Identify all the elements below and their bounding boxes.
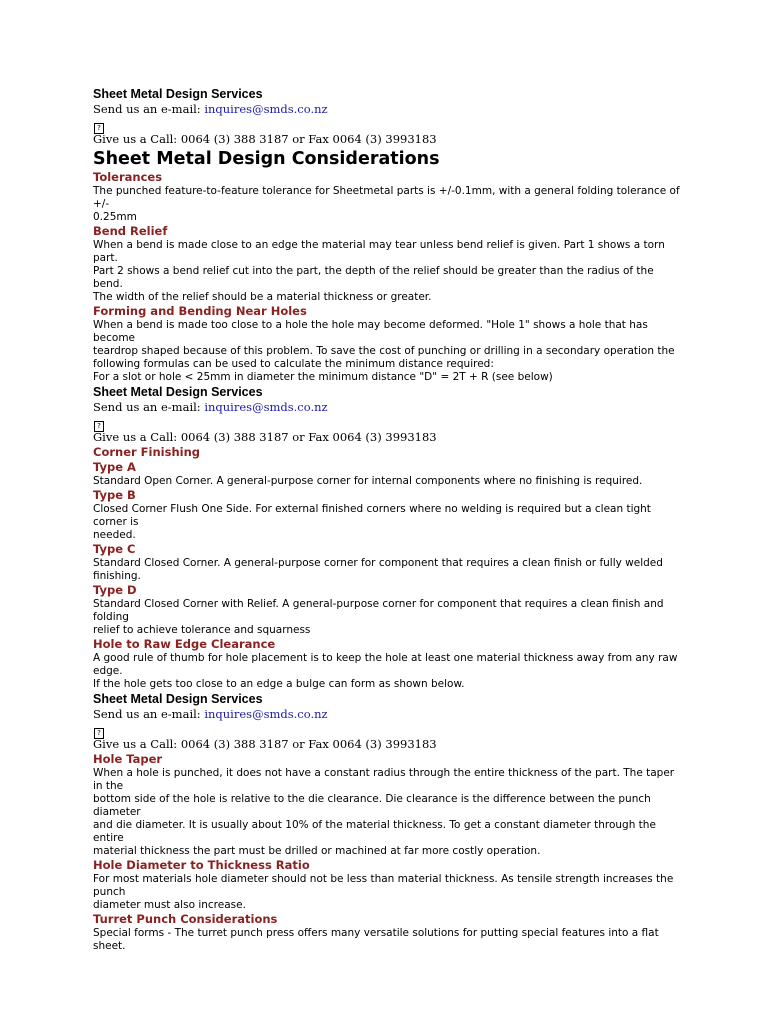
body-line: following formulas can be used to calculate the minimum distance required:: [93, 358, 494, 370]
body-line: diameter must also increase.: [93, 899, 246, 911]
section-body: [93, 557, 683, 583]
email-line: [93, 707, 683, 722]
body-line: material thickness the part must be drilled or machined at far more costly operation.: [93, 845, 541, 857]
email-link[interactable]: inquires@smds.co.nz: [204, 707, 328, 721]
body-line: Standard Closed Corner. A general-purpose corner for component that requires a clean finish or fully welded: [93, 557, 663, 569]
broken-image-row: [93, 722, 683, 737]
section-body: [93, 185, 683, 224]
section-body: [93, 503, 683, 542]
section-heading: Bend Relief: [93, 224, 168, 238]
body-line: sheet.: [93, 940, 126, 952]
broken-image-icon: ?: [94, 421, 104, 432]
section-body: [93, 598, 683, 637]
broken-image-row: [93, 117, 683, 132]
company-name: Sheet Metal Design Services: [93, 692, 263, 706]
section-body: [93, 475, 683, 488]
email-prefix: Send us an e-mail:: [93, 102, 205, 116]
email-link[interactable]: inquires@smds.co.nz: [204, 400, 328, 414]
phone-line: Give us a Call: 0064 (3) 388 3187 or Fax 0064 (3) 3993183: [93, 737, 437, 751]
body-line: Standard Open Corner. A general-purpose corner for internal components where no finishing is required.: [93, 475, 643, 487]
body-line: Standard Closed Corner with Relief. A general-purpose corner for component that requires a clean finish and folding: [93, 598, 664, 623]
contact-block-2: [93, 384, 683, 445]
body-line: Special forms - The turret punch press offers many versatile solutions for putting special features into a flat: [93, 927, 659, 939]
section-heading: Hole Diameter to Thickness Ratio: [93, 858, 310, 872]
section-body: [93, 652, 683, 691]
section-raw-edge: [93, 637, 683, 691]
section-heading: Type B: [93, 488, 136, 502]
section-body: [93, 239, 683, 304]
section-body: [93, 319, 683, 384]
phone-line: Give us a Call: 0064 (3) 388 3187 or Fax 0064 (3) 3993183: [93, 132, 437, 146]
document-page: [93, 86, 683, 953]
section-heading: Hole Taper: [93, 752, 163, 766]
contact-block-3: [93, 691, 683, 752]
section-type-d: [93, 583, 683, 637]
section-hole-taper: [93, 752, 683, 858]
body-line: bottom side of the hole is relative to the die clearance. Die clearance is the difference between the punch diameter: [93, 793, 651, 818]
body-line: and die diameter. It is usually about 10% of the material thickness. To get a constant diameter through the entire: [93, 819, 656, 844]
body-line: Part 2 shows a bend relief cut into the part, the depth of the relief should be greater than the radius of the bend.: [93, 265, 654, 290]
body-line: needed.: [93, 529, 136, 541]
section-turret-punch: [93, 912, 683, 953]
phone-line: Give us a Call: 0064 (3) 388 3187 or Fax 0064 (3) 3993183: [93, 430, 437, 444]
email-prefix: Send us an e-mail:: [93, 707, 205, 721]
section-type-c: [93, 542, 683, 583]
body-line: If the hole gets too close to an edge a bulge can form as shown below.: [93, 678, 465, 690]
broken-image-icon: ?: [94, 728, 104, 739]
body-line: When a hole is punched, it does not have a constant radius through the entire thickness of the part. The taper in the: [93, 767, 675, 792]
section-type-b: [93, 488, 683, 542]
body-line: For a slot or hole < 25mm in diameter the minimum distance "D" = 2T + R (see below): [93, 371, 553, 383]
email-line: [93, 400, 683, 415]
section-body: [93, 873, 683, 912]
body-line: Closed Corner Flush One Side. For external finished corners where no welding is required but a clean tight corner is: [93, 503, 651, 528]
body-line: finishing.: [93, 570, 141, 582]
section-heading: Type D: [93, 583, 137, 597]
section-heading: Type C: [93, 542, 136, 556]
section-diameter-ratio: [93, 858, 683, 912]
contact-block-1: [93, 86, 683, 147]
email-line: [93, 102, 683, 117]
section-tolerances: [93, 170, 683, 224]
body-line: The punched feature-to-feature tolerance for Sheetmetal parts is +/-0.1mm, with a general folding tolerance of +/-: [93, 185, 680, 210]
section-corner-finishing: [93, 445, 683, 460]
body-line: When a bend is made too close to a hole the hole may become deformed. "Hole 1" shows a hole that has become: [93, 319, 648, 344]
section-heading: Tolerances: [93, 170, 163, 184]
section-heading: Forming and Bending Near Holes: [93, 304, 307, 318]
company-name: Sheet Metal Design Services: [93, 385, 263, 399]
body-line: For most materials hole diameter should not be less than material thickness. As tensile strength increases the punch: [93, 873, 674, 898]
body-line: A good rule of thumb for hole placement is to keep the hole at least one material thickness away from any raw edge.: [93, 652, 678, 677]
broken-image-icon: ?: [94, 123, 104, 134]
body-line: When a bend is made close to an edge the material may tear unless bend relief is given. Part 1 shows a torn part.: [93, 239, 665, 264]
body-line: The width of the relief should be a material thickness or greater.: [93, 291, 432, 303]
email-prefix: Send us an e-mail:: [93, 400, 205, 414]
body-line: 0.25mm: [93, 211, 137, 223]
broken-image-row: [93, 415, 683, 430]
section-heading: Turret Punch Considerations: [93, 912, 278, 926]
section-body: [93, 927, 683, 953]
company-name: Sheet Metal Design Services: [93, 87, 263, 101]
section-heading: Type A: [93, 460, 136, 474]
section-bend-relief: [93, 224, 683, 304]
section-heading: Corner Finishing: [93, 445, 200, 459]
body-line: relief to achieve tolerance and squarness: [93, 624, 311, 636]
email-link[interactable]: inquires@smds.co.nz: [204, 102, 328, 116]
section-type-a: [93, 460, 683, 488]
section-heading: Hole to Raw Edge Clearance: [93, 637, 276, 651]
body-line: teardrop shaped because of this problem. To save the cost of punching or drilling in a secondary operation the: [93, 345, 675, 357]
page-title: Sheet Metal Design Considerations: [93, 149, 440, 169]
section-forming-near-holes: [93, 304, 683, 384]
section-body: [93, 767, 683, 858]
